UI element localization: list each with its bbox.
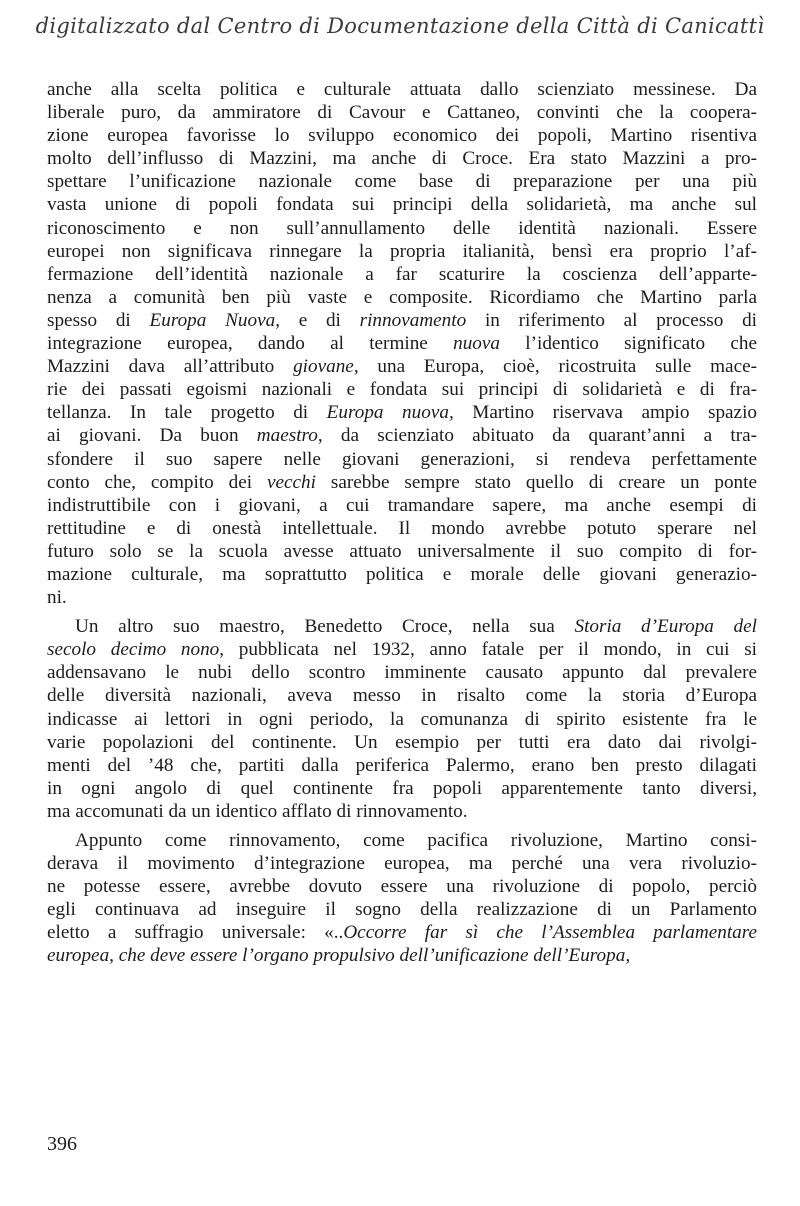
text-line: mazione culturale, ma soprattutto politica e morale delle giovani generazio- [47, 563, 757, 585]
paragraph [47, 78, 757, 609]
text-line: rie dei passati egoismi nazionali e fondata sui principi di solidarietà e di fra- [47, 379, 757, 401]
text-line: ai giovani. Da buon maestro, da scienziato abituato da quarant’anni a tra- [47, 425, 757, 447]
text-line: futuro solo se la scuola avesse attuato universalmente il suo compito di for- [47, 540, 757, 562]
text-line: eletto a suffragio universale: «..Occorre far sì che l’Assemblea parlamentare [47, 922, 758, 944]
paragraph [47, 615, 757, 823]
text-line: conto che, compito dei vecchi sarebbe sempre stato quello di creare un ponte [47, 471, 757, 493]
text-line: indicasse ai lettori in ogni periodo, la comunanza di spirito esistente fra le [47, 708, 757, 730]
text-line: ma accomunati da un identico afflato di rinnovamento. [47, 800, 468, 822]
text-line: rettitudine e di onestà intellettuale. Il mondo avrebbe potuto sperare nel [47, 517, 757, 539]
text-line: secolo decimo nono, pubblicata nel 1932, anno fatale per il mondo, in cui si [47, 639, 757, 661]
text-line: derava il movimento d’integrazione europea, ma perché una vera rivoluzio- [47, 853, 757, 875]
text-line: europei non significava rinnegare la propria italianità, bensì era proprio l’af- [47, 240, 757, 262]
text-line: nenza a comunità ben più vaste e composite. Ricordiamo che Martino parla [47, 286, 757, 308]
text-line: riconoscimento e non sull’annullamento delle identità nazionali. Essere [47, 217, 757, 239]
text-line: menti del ’48 che, partiti dalla periferica Palermo, erano ben presto dilagati [47, 754, 757, 776]
text-line: integrazione europea, dando al termine nuova l’identico significato che [47, 333, 757, 355]
text-line: sfondere il suo sapere nelle giovani generazioni, si rendeva perfettamente [47, 448, 757, 470]
text-line: egli continuava ad inseguire il sogno della realizzazione di un Parlamento [47, 899, 757, 921]
text-line: vasta unione di popoli fondata sui principi della solidarietà, ma anche sul [47, 194, 757, 216]
text-line: ne potesse essere, avrebbe dovuto essere una rivoluzione di popolo, perciò [47, 876, 757, 898]
text-line: zione europea favorisse lo sviluppo economico dei popoli, Martino risentiva [47, 125, 757, 147]
page-number: 396 [47, 1133, 77, 1155]
text-line: liberale puro, da ammiratore di Cavour e Cattaneo, convinti che la coopera- [47, 102, 757, 124]
text-line: in ogni angolo di quel continente fra popoli apparentemente tanto diversi, [47, 777, 757, 799]
paragraph [47, 829, 757, 968]
text-line: indistruttibile con i giovani, a cui tramandare sapere, ma anche esempi di [47, 494, 757, 516]
text-line: fermazione dell’identità nazionale a far scaturire la coscienza dell’apparte- [47, 263, 757, 285]
text-line: Un altro suo maestro, Benedetto Croce, nella sua Storia d’Europa del [75, 616, 758, 638]
text-line: Mazzini dava all’attributo giovane, una Europa, cioè, ricostruita sulle mace- [47, 356, 757, 378]
text-line: delle diversità nazionali, aveva messo in risalto come la storia d’Europa [47, 685, 757, 707]
text-line: spettare l’unificazione nazionale come base di preparazione per una più [47, 171, 757, 193]
text-line: spesso di Europa Nuova, e di rinnovamento in riferimento al processo di [47, 309, 758, 331]
text-line: Appunto come rinnovamento, come pacifica rivoluzione, Martino consi- [75, 830, 757, 851]
text-line: varie popolazioni del continente. Un esempio per tutti era dato dai rivolgi- [47, 731, 757, 753]
text-line: europea, che deve essere l’organo propulsivo dell’unificazione dell’Europa, [47, 945, 631, 967]
text-line: anche alla scelta politica e culturale attuata dallo scienziato messinese. Da [47, 79, 757, 100]
text-line: addensavano le nubi dello scontro imminente causato appunto dal prevalere [47, 662, 757, 684]
text-line: ni. [47, 587, 67, 609]
text-line: tellanza. In tale progetto di Europa nuova, Martino riservava ampio spazio [47, 402, 757, 424]
digitization-watermark: digitalizzato dal Centro di Documentazione della Città di Canicattì [35, 14, 765, 38]
page-body [47, 78, 757, 968]
text-line: molto dell’influsso di Mazzini, ma anche di Croce. Era stato Mazzini a pro- [47, 148, 757, 170]
